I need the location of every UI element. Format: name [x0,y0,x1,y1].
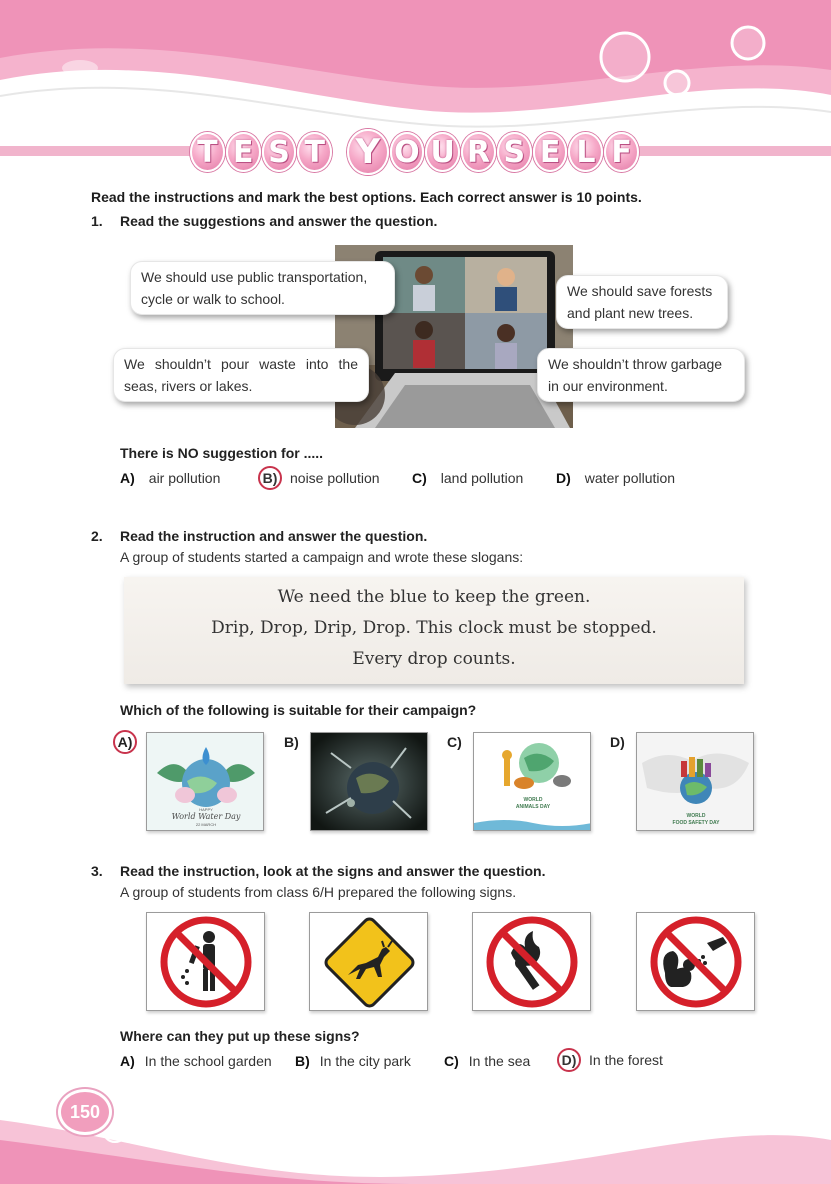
option-text: In the school garden [144,1053,272,1069]
q1-number: 1. [91,213,103,229]
poster-caption: WORLD [523,797,543,803]
q3-number: 3. [91,863,103,879]
title-letter: R [461,132,496,172]
q3-option-a[interactable] [120,1048,272,1074]
suggestion-bubble: We should use public transportation, cycle or walk to school. [130,261,395,315]
option-letter: B) [295,1053,310,1069]
header-band [0,0,831,140]
option-letter: D) [556,470,571,486]
title-letter: S [497,132,532,172]
title-letter: L [568,132,603,172]
no-fire-icon [473,913,592,1012]
title-letter: T [190,132,225,172]
q1-option-d[interactable] [556,465,675,491]
poster-caption: 22 MARCH [195,822,217,827]
plastic-earth-image[interactable] [310,732,428,831]
poster-caption: HAPPY [199,807,213,812]
deer-crossing-icon [310,913,429,1012]
title-letter: E [533,132,568,172]
title-letter: S [262,132,297,172]
title-letter: O [390,132,425,172]
q2-option-b-label: B) [284,734,299,750]
footer-wave [0,1080,831,1184]
q2-prompt: Read the instruction and answer the question. [120,528,428,544]
q3-intro: A group of students from class 6/H prepared the following signs. [120,884,517,900]
world-animals-day-image[interactable] [473,732,591,831]
option-letter: C) [412,470,427,486]
suggestion-bubble: We shouldn’t pour waste into the seas, rivers or lakes. [113,348,369,402]
option-letter: A) [120,470,135,486]
title-letter: E [226,132,261,172]
title-letter: F [604,132,639,172]
slogan-line: We need the blue to keep the green. [277,587,591,607]
deer-crossing-sign [309,912,428,1011]
option-text: In the sea [468,1053,531,1069]
poster-caption: FOOD SAFETY DAY [672,820,720,826]
q3-option-d[interactable] [557,1047,663,1073]
option-text: water pollution [584,470,676,486]
title-rule-right [636,146,831,156]
no-feeding-squirrel-icon [637,913,756,1012]
selected-option-circle: B) [258,466,282,490]
poster-caption: ANIMALS DAY [515,804,551,810]
no-littering-sign [146,912,265,1011]
title-rule-left [0,146,200,156]
general-instructions: Read the instructions and mark the best options. Each correct answer is 10 points. [91,189,642,205]
option-text: land pollution [440,470,524,486]
slogan-line: Drip, Drop, Drip, Drop. This clock must be stopped. [211,618,657,638]
world-water-day-image[interactable] [146,732,264,831]
slogan-box [124,577,744,684]
q2-question: Which of the following is suitable for their campaign? [120,702,477,718]
slogan-line: Every drop counts. [352,649,516,669]
q1-option-a[interactable] [120,465,220,491]
option-text: air pollution [148,470,221,486]
selected-option-circle: A) [113,730,137,754]
q2-number: 2. [91,528,103,544]
world-food-safety-day-image[interactable] [636,732,754,831]
poster-caption: WORLD [686,813,706,819]
selected-option-circle: D) [557,1048,581,1072]
suggestion-bubble: We should save forests and plant new trees. [556,275,728,329]
no-littering-icon [147,913,266,1012]
no-fire-sign [472,912,591,1011]
q2-option-c-label: C) [447,734,462,750]
q3-prompt: Read the instruction, look at the signs and answer the question. [120,863,546,879]
page-number: 150 [58,1089,112,1135]
q3-option-b[interactable] [295,1048,411,1074]
earth-icon [311,733,428,831]
title-letter: T [297,132,332,172]
q1-question: There is NO suggestion for ..... [120,445,324,461]
page-title [190,122,640,182]
q2-intro: A group of students started a campaign and wrote these slogans: [120,549,524,565]
option-letter: C) [444,1053,459,1069]
no-feeding-animals-sign [636,912,755,1011]
option-text: In the forest [589,1052,663,1068]
q1-prompt: Read the suggestions and answer the question. [120,213,438,229]
title-letter: Y [347,129,388,175]
q1-option-b[interactable] [258,465,380,491]
q2-option-a[interactable] [113,730,145,754]
q2-option-d-label: D) [610,734,625,750]
poster-caption: World Water Day [171,812,241,821]
q3-question: Where can they put up these signs? [120,1028,360,1044]
title-letter: U [425,132,460,172]
q1-option-c[interactable] [412,465,523,491]
suggestion-bubble: We shouldn’t throw garbage in our environment. [537,348,745,402]
q3-option-c[interactable] [444,1048,530,1074]
option-text: noise pollution [290,470,380,486]
option-letter: A) [120,1053,135,1069]
animals-earth-icon [474,733,591,831]
option-text: In the city park [319,1053,411,1069]
